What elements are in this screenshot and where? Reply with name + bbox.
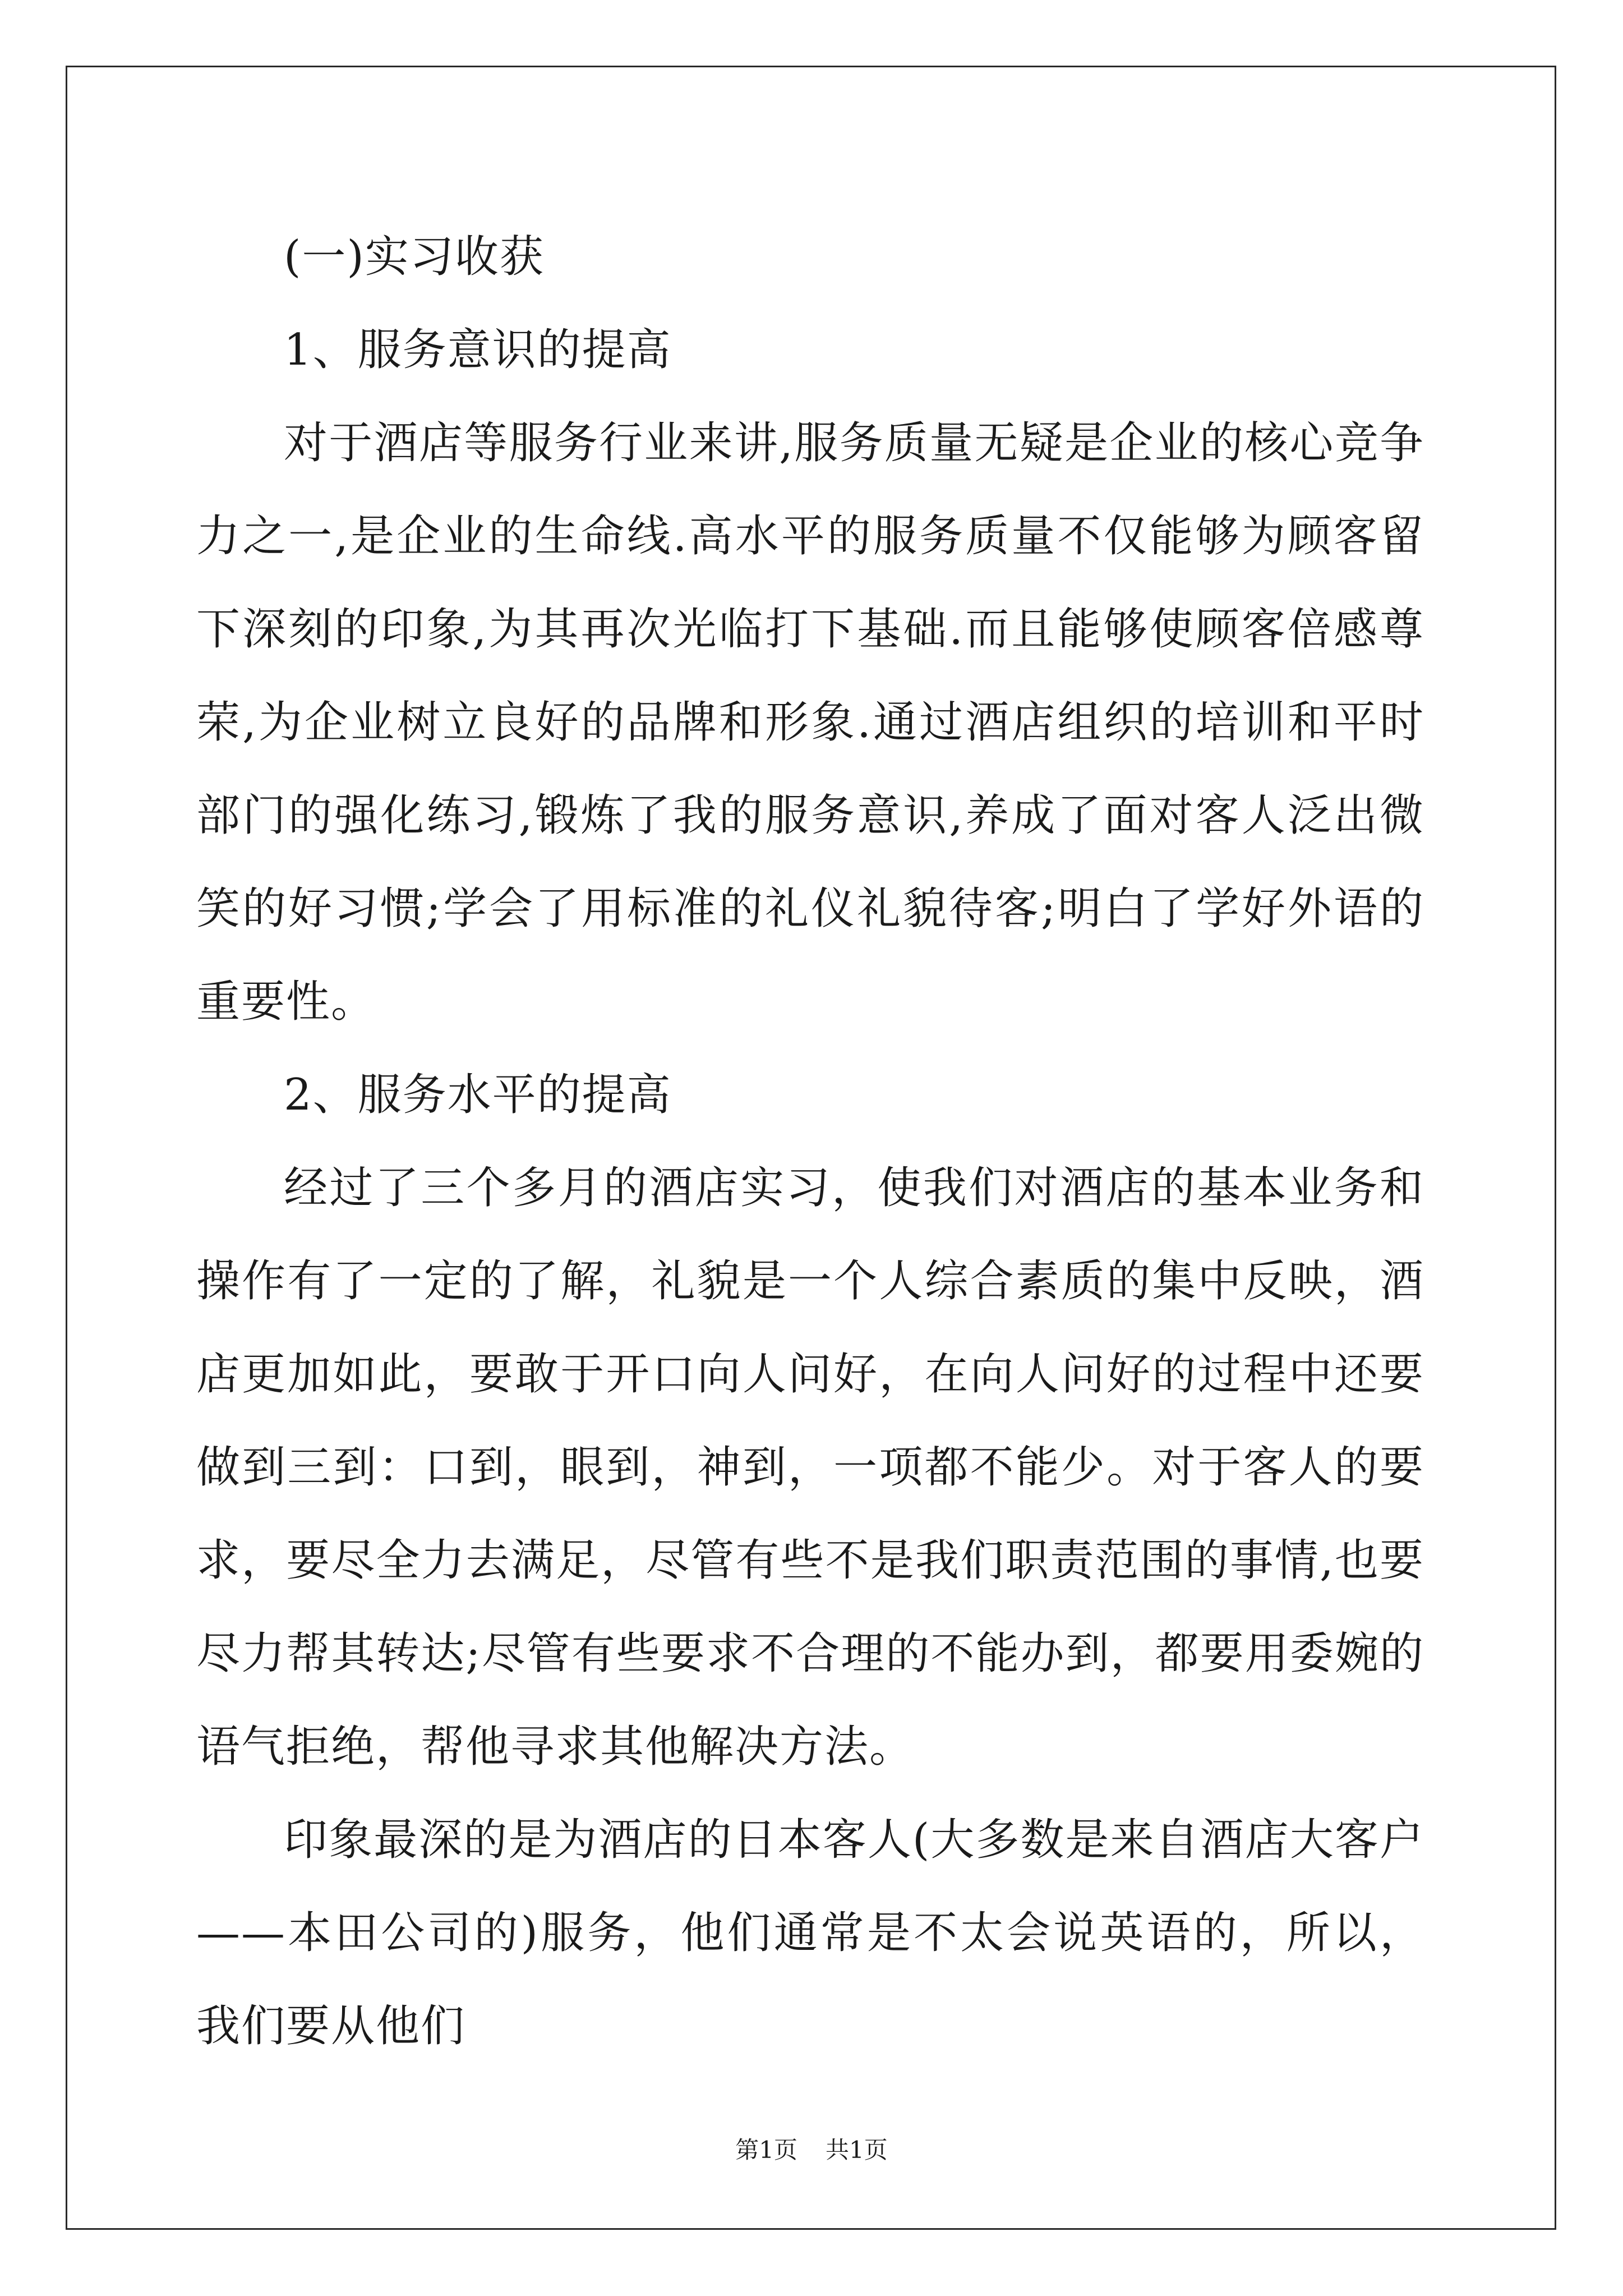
paragraph-japanese-guests: 印象最深的是为酒店的日本客人(大多数是来自酒店大客户——本田公司的)服务，他们通常是不太会说英语的，所以，我们要从他们	[196, 1815, 1424, 2051]
subsection-heading-service-awareness: 1、服务意识的提高	[284, 325, 672, 375]
page-number-current: 第1页	[735, 2136, 797, 2164]
section-heading: (一)实习收获	[284, 232, 545, 282]
subsection-heading-service-level: 2、服务水平的提高	[284, 1070, 672, 1120]
page-number-total: 共1页	[826, 2136, 888, 2164]
page-footer	[0, 2132, 1623, 2165]
document-body	[196, 210, 1424, 2073]
paragraph-service-level: 经过了三个多月的酒店实习，使我们对酒店的基本业务和操作有了一定的了解，礼貌是一个人综合素质的集中反映，酒店更加如此，要敢于开口向人问好，在向人问好的过程中还要做到三到：口到，眼到，神到，一项都不能少。对于客人的要求，要尽全力去满足，尽管有些不是我们职责范围的事情,也要尽力帮其转达;尽管有些要求不合理的不能办到，都要用委婉的语气拒绝，帮他寻求其他解决方法。	[196, 1163, 1424, 1772]
paragraph-service-awareness: 对于酒店等服务行业来讲,服务质量无疑是企业的核心竞争力之一,是企业的生命线.高水平的服务质量不仅能够为顾客留下深刻的印象,为其再次光临打下基础.而且能够使顾客倍感尊荣,为企业树立良好的品牌和形象.通过酒店组织的培训和平时部门的强化练习,锻炼了我的服务意识,养成了面对客人泛出微笑的好习惯;学会了用标准的礼仪礼貌待客;明白了学好外语的重要性。	[196, 418, 1424, 1027]
